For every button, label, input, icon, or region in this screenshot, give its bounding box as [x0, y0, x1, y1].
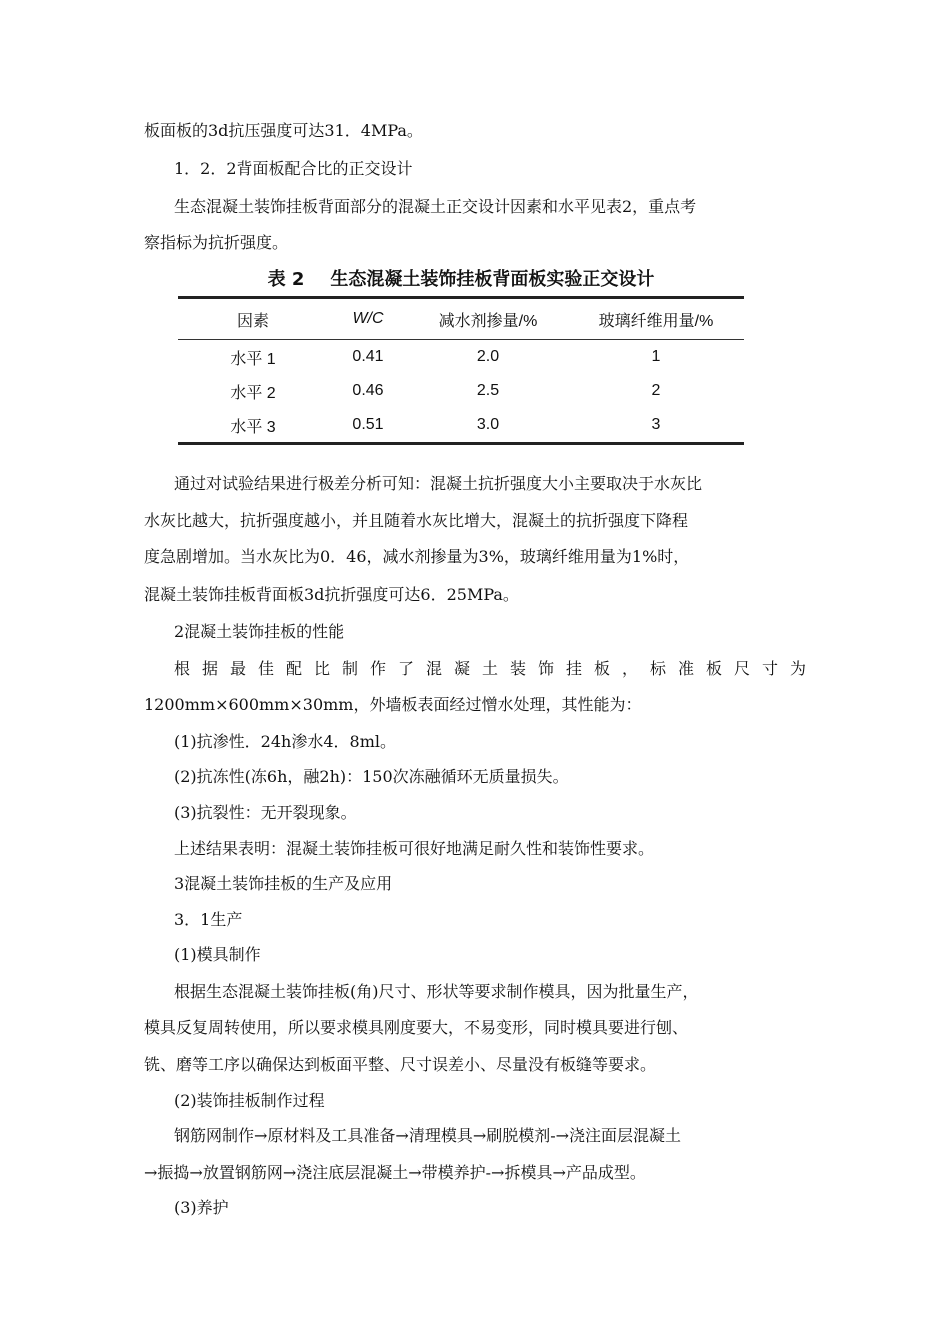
text-line: 1200mm×600mm×30mm，外墙板表面经过憎水处理，其性能为：: [144, 695, 642, 714]
table-cell: 2.0: [476, 348, 500, 365]
text-line: 钢筋网制作→原材料及工具准备→清理模具→刷脱模剂-→浇注面层混凝土: [174, 1126, 682, 1145]
text-line: 上述结果表明：混凝土装饰挂板可很好地满足耐久性和装饰性要求。: [174, 839, 655, 858]
header-wc: W/C: [352, 310, 384, 327]
text-line: 度急剧增加。当水灰比为0．46，减水剂掺量为3%，玻璃纤维用量为1%时，: [144, 547, 690, 566]
text-line: 板面板的3d抗压强度可达31．4MPa。: [144, 121, 423, 140]
section-heading: 3．1生产: [174, 910, 243, 929]
list-item: (2)抗冻性(冻6h，融2h)：150次冻融循环无质量损失。: [174, 767, 569, 786]
table-cell: 3: [651, 416, 661, 433]
table-row: [178, 374, 744, 408]
text-line: 铣、磨等工序以确保达到板面平整、尺寸误差小、尽量没有板缝等要求。: [144, 1055, 657, 1074]
section-heading: 2混凝土装饰挂板的性能: [174, 622, 345, 641]
table-cell: 0.46: [352, 382, 384, 399]
text-line: 通过对试验结果进行极差分析可知：混凝土抗折强度大小主要取决于水灰比: [174, 474, 703, 493]
text-line: 水灰比越大，抗折强度越小，并且随着水灰比增大，混凝土的抗折强度下降程: [144, 511, 689, 530]
table-cell: 0.41: [352, 348, 384, 365]
subsection-heading: (3)养护: [174, 1198, 229, 1217]
table-cell: 水平 2: [230, 384, 276, 402]
table-cell: 0.51: [352, 416, 384, 433]
text-line: 生态混凝土装饰挂板背面部分的混凝土正交设计因素和水平见表2，重点考: [174, 197, 697, 216]
text-line: 根据最佳配比制作了混凝土装饰挂板，标准板尺寸为: [174, 659, 806, 678]
list-item: (3)抗裂性：无开裂现象。: [174, 803, 357, 822]
text-line: 模具反复周转使用，所以要求模具刚度要大，不易变形，同时模具要进行刨、: [144, 1018, 689, 1037]
design-table-block: [178, 266, 744, 445]
subsection-heading: (2)装饰挂板制作过程: [174, 1091, 325, 1110]
text-line: →振捣→放置钢筋网→浇注底层混凝土→带模养护-→拆模具→产品成型。: [144, 1163, 646, 1182]
table-cell: 1: [651, 348, 661, 365]
table-cell: 3.0: [476, 416, 500, 433]
table-caption: [178, 266, 744, 296]
list-item: (1)抗渗性．24h渗水4．8ml。: [174, 732, 396, 751]
table-title: 生态混凝土装饰挂板背面板实验正交设计: [330, 269, 655, 290]
text-line: 混凝土装饰挂板背面板3d抗折强度可达6．25MPa。: [144, 585, 519, 604]
table-row: [178, 408, 744, 444]
table-header-row: [178, 298, 744, 340]
section-heading: 1．2．2背面板配合比的正交设计: [174, 159, 413, 178]
table-number: 表 2: [267, 269, 305, 290]
table-cell: 2: [651, 382, 661, 399]
table-cell: 水平 1: [230, 350, 276, 368]
text-line: 察指标为抗折强度。: [144, 233, 289, 252]
table-row: [178, 340, 744, 375]
table-cell: 2.5: [476, 382, 500, 399]
subsection-heading: (1)模具制作: [174, 945, 261, 964]
section-heading: 3混凝土装饰挂板的生产及应用: [174, 874, 393, 893]
header-glass-fiber: 玻璃纤维用量/%: [598, 312, 714, 330]
header-factor: 因素: [236, 312, 269, 330]
header-water-reducer: 减水剂掺量/%: [438, 312, 538, 330]
table-cell: 水平 3: [230, 418, 276, 436]
orthogonal-design-table: [178, 296, 744, 445]
text-line: 根据生态混凝土装饰挂板(角)尺寸、形状等要求制作模具，因为批量生产，: [174, 982, 699, 1001]
